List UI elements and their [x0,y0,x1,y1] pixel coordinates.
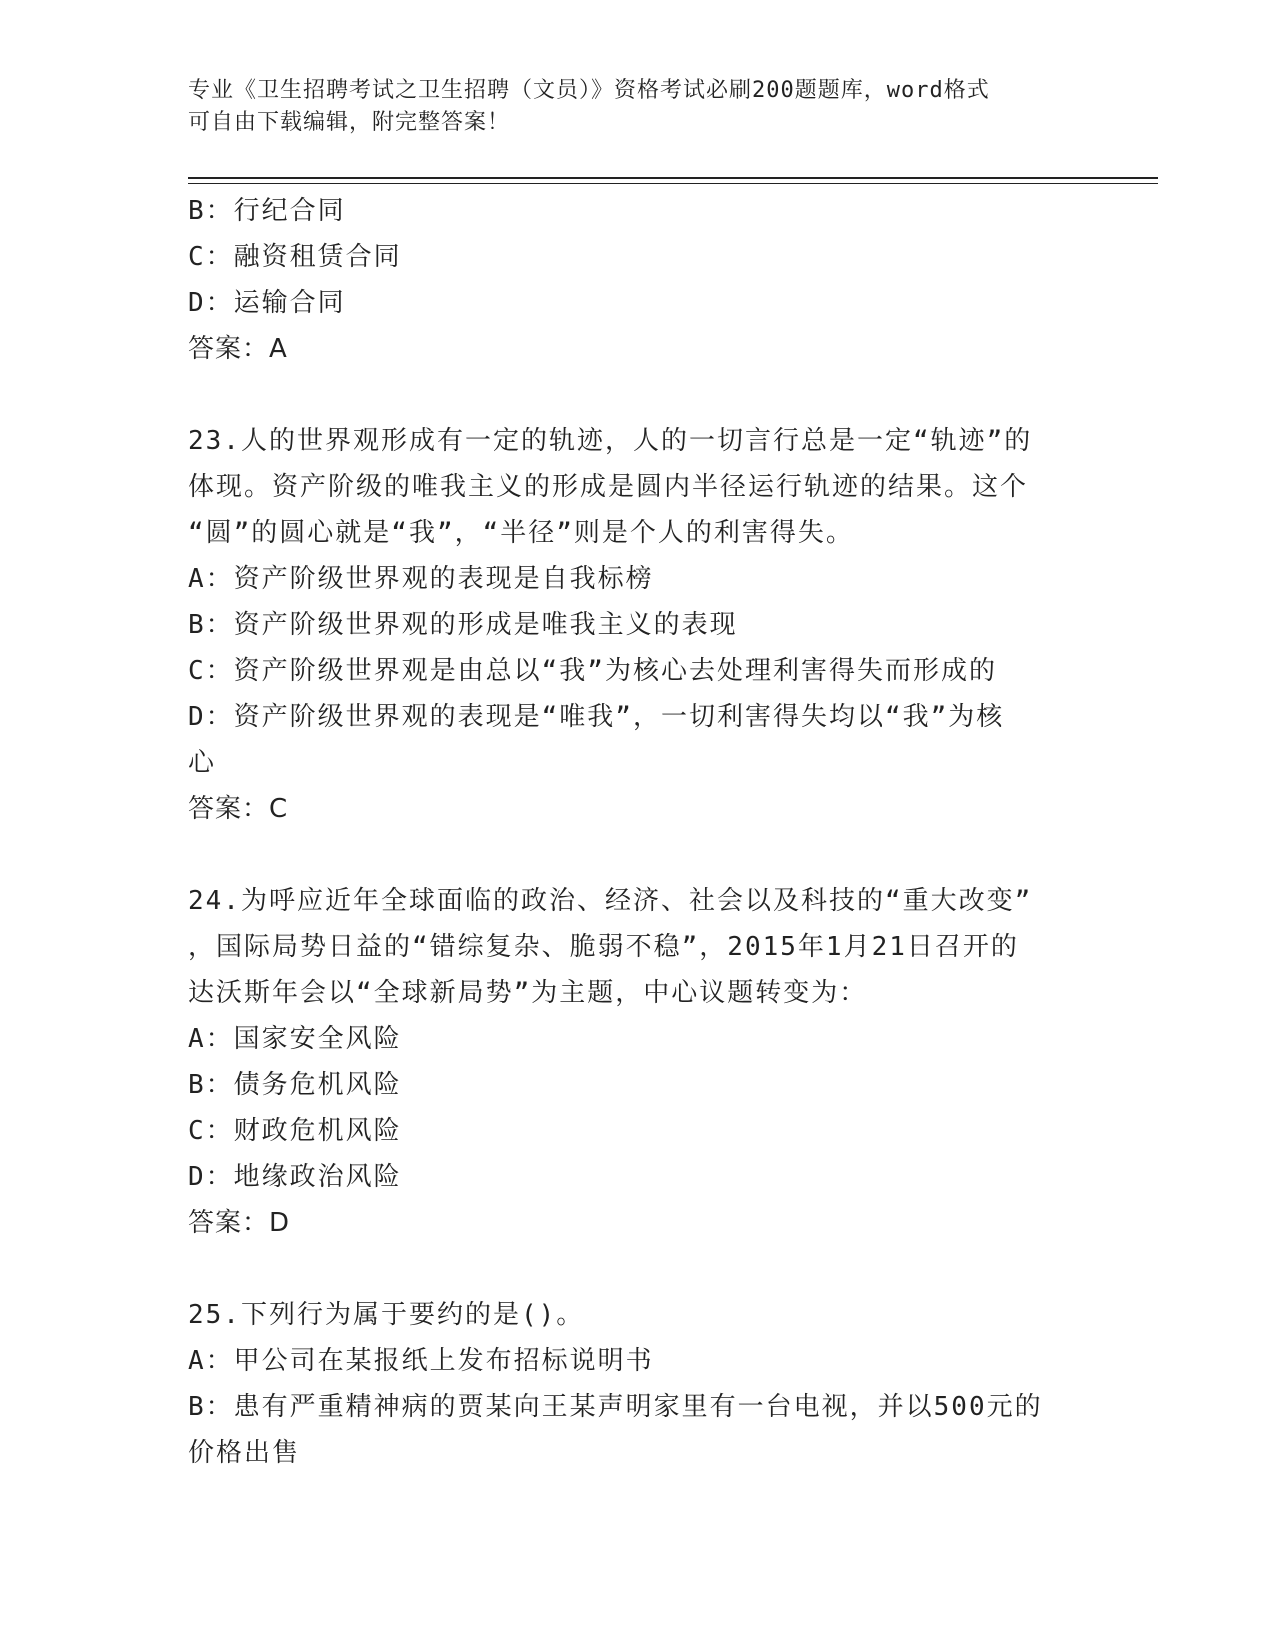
question-block-23 [188,418,1088,832]
option-a: A：资产阶级世界观的表现是自我标榜 [188,564,654,594]
question-text-line: 24.为呼应近年全球面临的政治、经济、社会以及科技的“重大改变” [188,886,1033,916]
question-text-line: 25.下列行为属于要约的是()。 [188,1300,585,1330]
spacer [188,1246,1088,1292]
question-list [188,188,1088,1476]
option-b: B：债务危机风险 [188,1070,402,1100]
question-block-24 [188,878,1088,1246]
question-text-line: ，国际局势日益的“错综复杂、脆弱不稳”，2015年1月21日召开的 [188,932,1019,962]
answer-line: 答案：A [188,334,288,364]
option-d: D：资产阶级世界观的表现是“唯我”，一切利害得失均以“我”为核 [188,702,1005,732]
option-b-continued: 价格出售 [188,1438,301,1468]
option-c: C：融资租赁合同 [188,242,402,272]
spacer [188,372,1088,418]
question-block-22-continued [188,188,1088,372]
option-d-continued: 心 [188,748,217,778]
question-text-line: 23.人的世界观形成有一定的轨迹，人的一切言行总是一定“轨迹”的 [188,426,1033,456]
option-a: A：甲公司在某报纸上发布招标说明书 [188,1346,654,1376]
header-divider-thin [188,183,1158,184]
question-text-line: “圆”的圆心就是“我”，“半径”则是个人的利害得失。 [188,518,854,548]
question-text-line: 体现。资产阶级的唯我主义的形成是圆内半径运行轨迹的结果。这个 [188,472,1029,502]
option-a: A：国家安全风险 [188,1024,402,1054]
option-d: D：运输合同 [188,288,346,318]
header-line-1: 专业《卫生招聘考试之卫生招聘（文员）》资格考试必刷200题题库，word格式 [188,78,990,103]
question-text-line: 达沃斯年会以“全球新局势”为主题，中心议题转变为： [188,978,868,1008]
option-b: B：资产阶级世界观的形成是唯我主义的表现 [188,610,738,640]
answer-line: 答案：C [188,794,289,824]
option-d: D：地缘政治风险 [188,1162,402,1192]
option-b: B：患有严重精神病的贾某向王某声明家里有一台电视，并以500元的 [188,1392,1043,1422]
option-c: C：资产阶级世界观是由总以“我”为核心去处理利害得失而形成的 [188,656,997,686]
answer-line: 答案：D [188,1208,291,1238]
header-divider-thick [188,177,1158,179]
spacer [188,832,1088,878]
header-line-2: 可自由下载编辑，附完整答案！ [188,110,511,135]
option-b: B：行纪合同 [188,196,346,226]
question-block-25 [188,1292,1088,1476]
option-c: C：财政危机风险 [188,1116,402,1146]
document-header [188,75,1088,139]
